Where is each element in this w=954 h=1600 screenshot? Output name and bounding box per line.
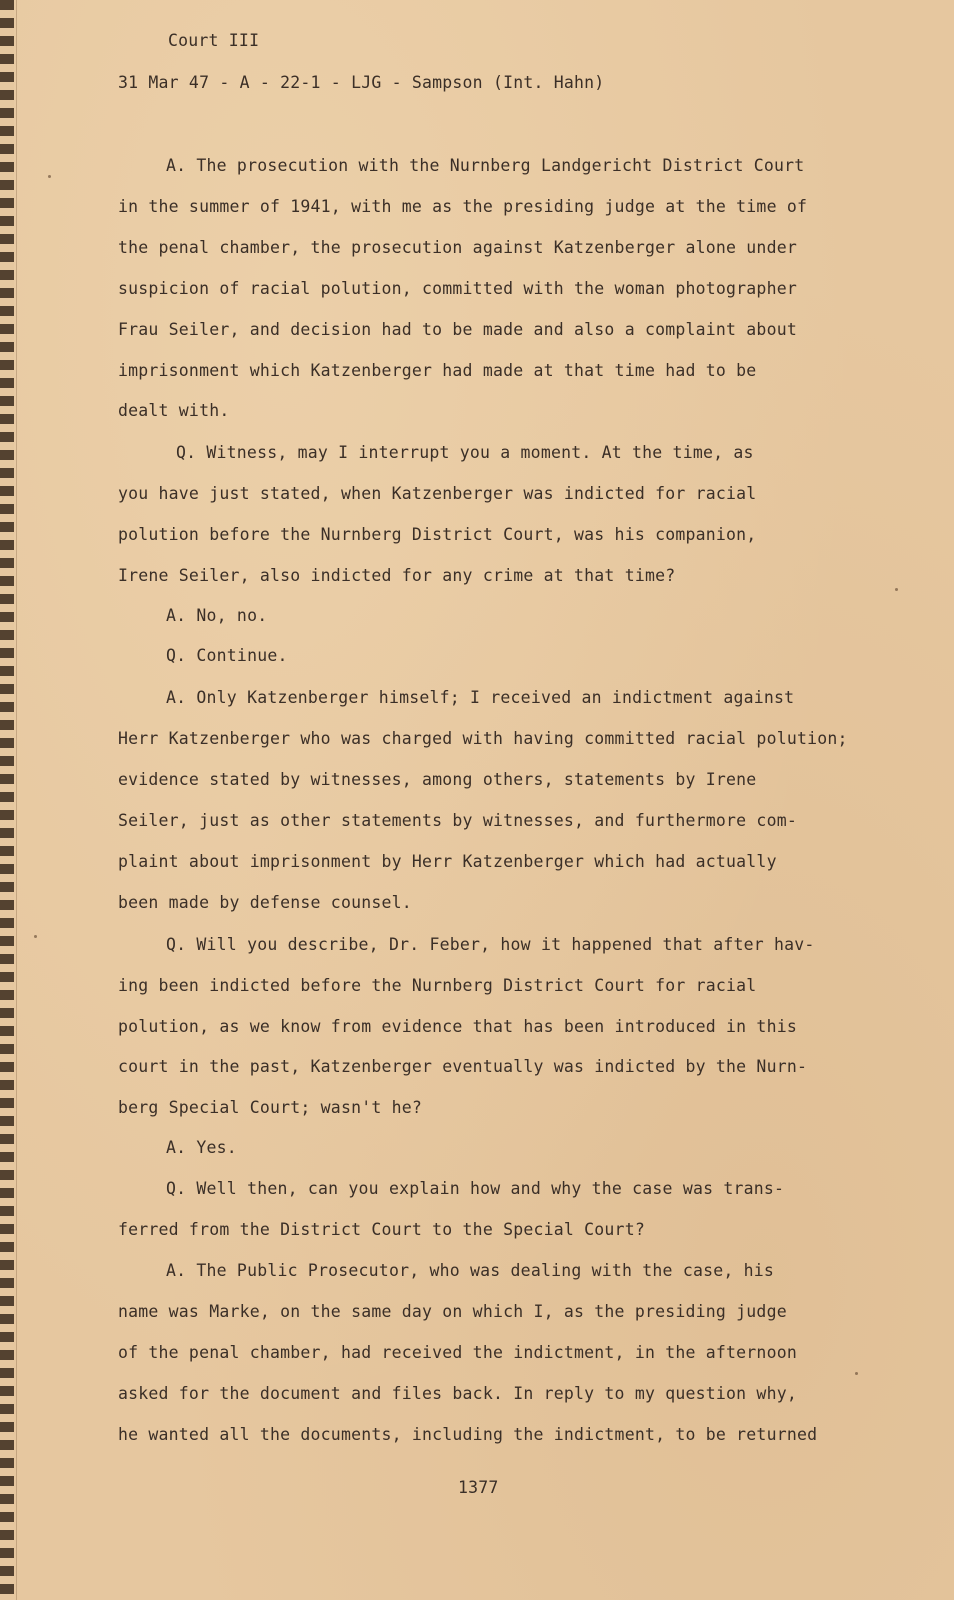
paper-speck — [48, 175, 51, 178]
transcript-line: of the penal chamber, had received the indictment, in the afternoon — [118, 1343, 797, 1362]
transcript-line: imprisonment which Katzenberger had made at that time had to be — [118, 361, 757, 380]
transcript-line: ing been indicted before the Nurnberg District Court for racial — [118, 976, 757, 995]
transcript-line: polution, as we know from evidence that has been introduced in this — [118, 1017, 797, 1036]
transcript-line: evidence stated by witnesses, among others, statements by Irene — [118, 770, 757, 789]
transcript-line: suspicion of racial polution, committed with the woman photographer — [118, 279, 797, 298]
transcript-line: Herr Katzenberger who was charged with having committed racial polution; — [118, 729, 848, 748]
transcript-line: name was Marke, on the same day on which I, as the presiding judge — [118, 1302, 787, 1321]
transcript-line: you have just stated, when Katzenberger was indicted for racial — [118, 484, 757, 503]
transcript-line: A. The Public Prosecutor, who was dealing with the case, his — [166, 1261, 775, 1280]
paper-speck — [34, 935, 37, 938]
court-label: Court III — [168, 31, 260, 50]
session-line: 31 Mar 47 - A - 22-1 - LJG - Sampson (Int. Hahn) — [118, 73, 605, 92]
transcript-line: he wanted all the documents, including the indictment, to be returned — [118, 1425, 818, 1444]
transcript-line: berg Special Court; wasn't he? — [118, 1098, 423, 1117]
transcript-line: A. The prosecution with the Nurnberg Landgericht District Court — [166, 156, 805, 175]
transcript-line: court in the past, Katzenberger eventually was indicted by the Nurn- — [118, 1057, 808, 1076]
transcript-line: been made by defense counsel. — [118, 893, 412, 912]
paper-speck — [895, 588, 898, 591]
transcript-line: plaint about imprisonment by Herr Katzenberger which had actually — [118, 852, 777, 871]
transcript-line: ferred from the District Court to the Special Court? — [118, 1220, 645, 1239]
transcript-line: Q. Witness, may I interrupt you a moment. At the time, as — [176, 443, 754, 462]
transcript-line: asked for the document and files back. In reply to my question why, — [118, 1384, 797, 1403]
transcript-line: dealt with. — [118, 401, 230, 420]
transcript-line: Q. Well then, can you explain how and why the case was trans- — [166, 1179, 785, 1198]
transcript-line: A. No, no. — [166, 606, 268, 625]
transcript-line: Q. Will you describe, Dr. Feber, how it happened that after hav- — [166, 935, 815, 954]
paper-speck — [855, 1372, 858, 1375]
page-number: 1377 — [458, 1478, 499, 1497]
transcript-line: A. Only Katzenberger himself; I received an indictment against — [166, 688, 795, 707]
transcript-line: polution before the Nurnberg District Court, was his companion, — [118, 525, 757, 544]
binding-edge — [0, 0, 14, 1600]
transcript-line: A. Yes. — [166, 1138, 237, 1157]
transcript-line: Irene Seiler, also indicted for any crime at that time? — [118, 566, 676, 585]
transcript-line: the penal chamber, the prosecution against Katzenberger alone under — [118, 238, 797, 257]
margin-line — [16, 0, 17, 1600]
transcript-line: Frau Seiler, and decision had to be made and also a complaint about — [118, 320, 797, 339]
transcript-line: in the summer of 1941, with me as the presiding judge at the time of — [118, 197, 808, 216]
transcript-line: Q. Continue. — [166, 646, 288, 665]
transcript-line: Seiler, just as other statements by witnesses, and furthermore com- — [118, 811, 797, 830]
